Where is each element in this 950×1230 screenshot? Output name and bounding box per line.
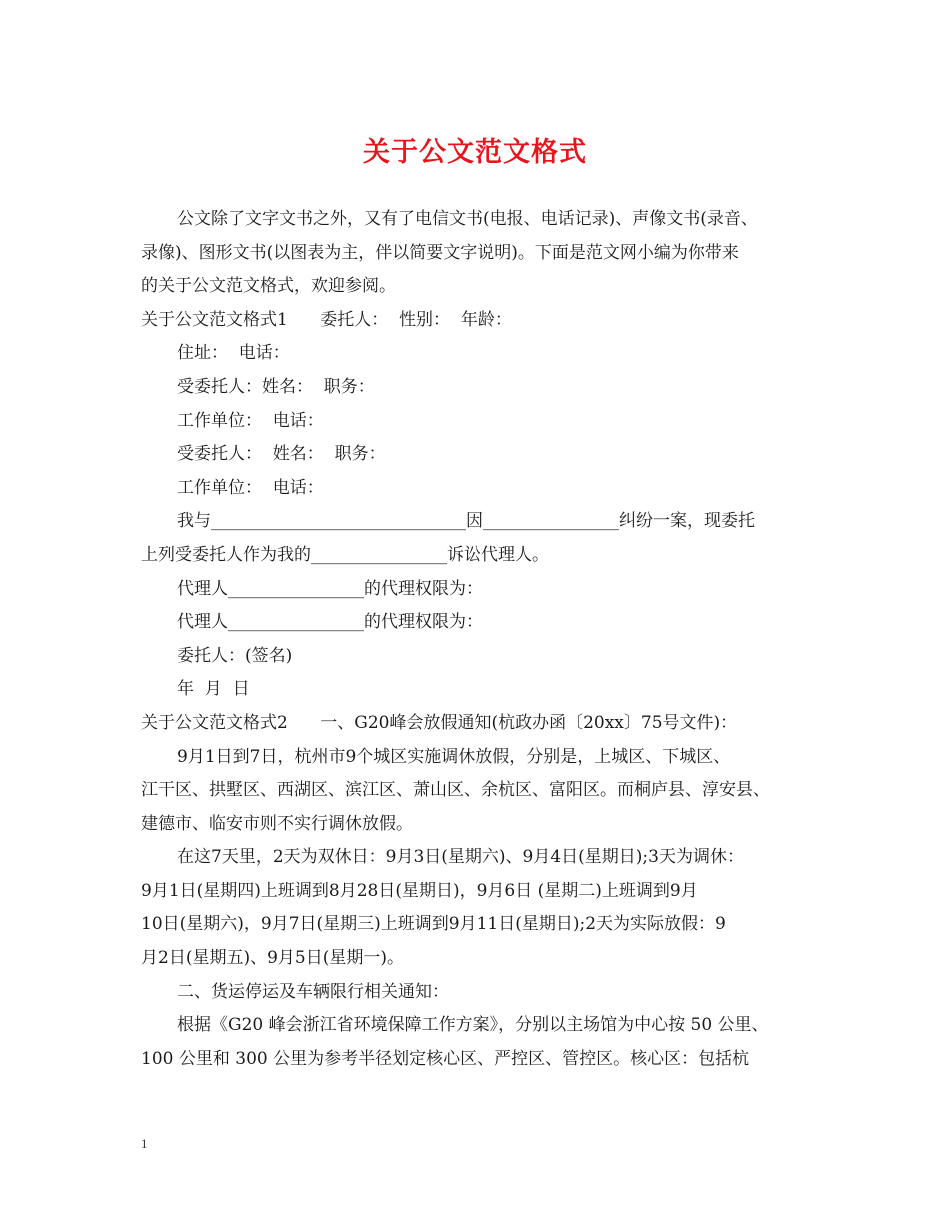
paragraph-line: 年 月 日: [177, 679, 250, 700]
paragraph-line: 受委托人： 姓名： 职务：: [177, 444, 386, 465]
paragraph-line: 的关于公文范文格式，欢迎参阅。: [141, 276, 396, 297]
paragraph-line: 委托人：(签名): [177, 645, 293, 666]
paragraph-line: 在这7天里，2天为双休日：9月3日(星期六)、9月4日(星期日);3天为调休：: [177, 847, 744, 868]
paragraph-line: 根据《G20 峰会浙江省环境保障工作方案》，分别以主场馆为中心按 50 公里、: [177, 1015, 769, 1036]
document-body: [141, 203, 841, 1076]
paragraph-line: 建德市、临安市则不实行调休放假。: [141, 813, 413, 834]
paragraph-line: 月2日(星期五)、9月5日(星期一)。: [141, 948, 404, 969]
paragraph-line: 二、货运停运及车辆限行相关通知：: [177, 981, 449, 1002]
paragraph-line: 录像)、图形文书(以图表为主，伴以简要文字说明)。下面是范文网小编为你带来: [141, 242, 739, 263]
paragraph-line: 我与______________________________因________________纠纷一案，现委托: [177, 511, 755, 532]
paragraph-line: 江干区、拱墅区、西湖区、滨江区、萧山区、余杭区、富阳区。而桐庐县、淳安县、: [141, 780, 770, 801]
paragraph-line: 关于公文范文格式2 一、G20峰会放假通知(杭政办函〔20xx〕75号文件)：: [141, 712, 738, 733]
paragraph-line: 受委托人：姓名： 职务：: [177, 376, 375, 397]
paragraph-line: 工作单位： 电话：: [177, 477, 324, 498]
page-number: 1: [141, 1136, 148, 1151]
paragraph-line: 公文除了文字文书之外，又有了电信文书(电报、电话记录)、声像文书(录音、: [177, 209, 758, 229]
paragraph-line: 9月1日到7日，杭州市9个城区实施调休放假，分别是，上城区、下城区、: [177, 746, 731, 767]
paragraph-line: 上列受委托人作为我的________________诉讼代理人。: [141, 544, 549, 565]
paragraph-line: 关于公文范文格式1 委托人： 性别： 年龄：: [141, 309, 512, 330]
paragraph-line: 代理人________________的代理权限为：: [177, 578, 483, 599]
paragraph-line: 住址： 电话：: [177, 343, 290, 364]
paragraph-line: 工作单位： 电话：: [177, 410, 324, 431]
paragraph-line: 代理人________________的代理权限为：: [177, 612, 483, 633]
paragraph-line: 100 公里和 300 公里为参考半径划定核心区、严控区、管控区。核心区：包括杭: [141, 1048, 750, 1069]
document-title: 关于公文范文格式: [363, 137, 587, 168]
paragraph-line: 10日(星期六)，9月7日(星期三)上班调到9月11日(星期日);2天为实际放假：9: [141, 914, 726, 935]
paragraph-line: 9月1日(星期四)上班调到8月28日(星期日)，9月6日 (星期二)上班调到9月: [141, 880, 698, 901]
